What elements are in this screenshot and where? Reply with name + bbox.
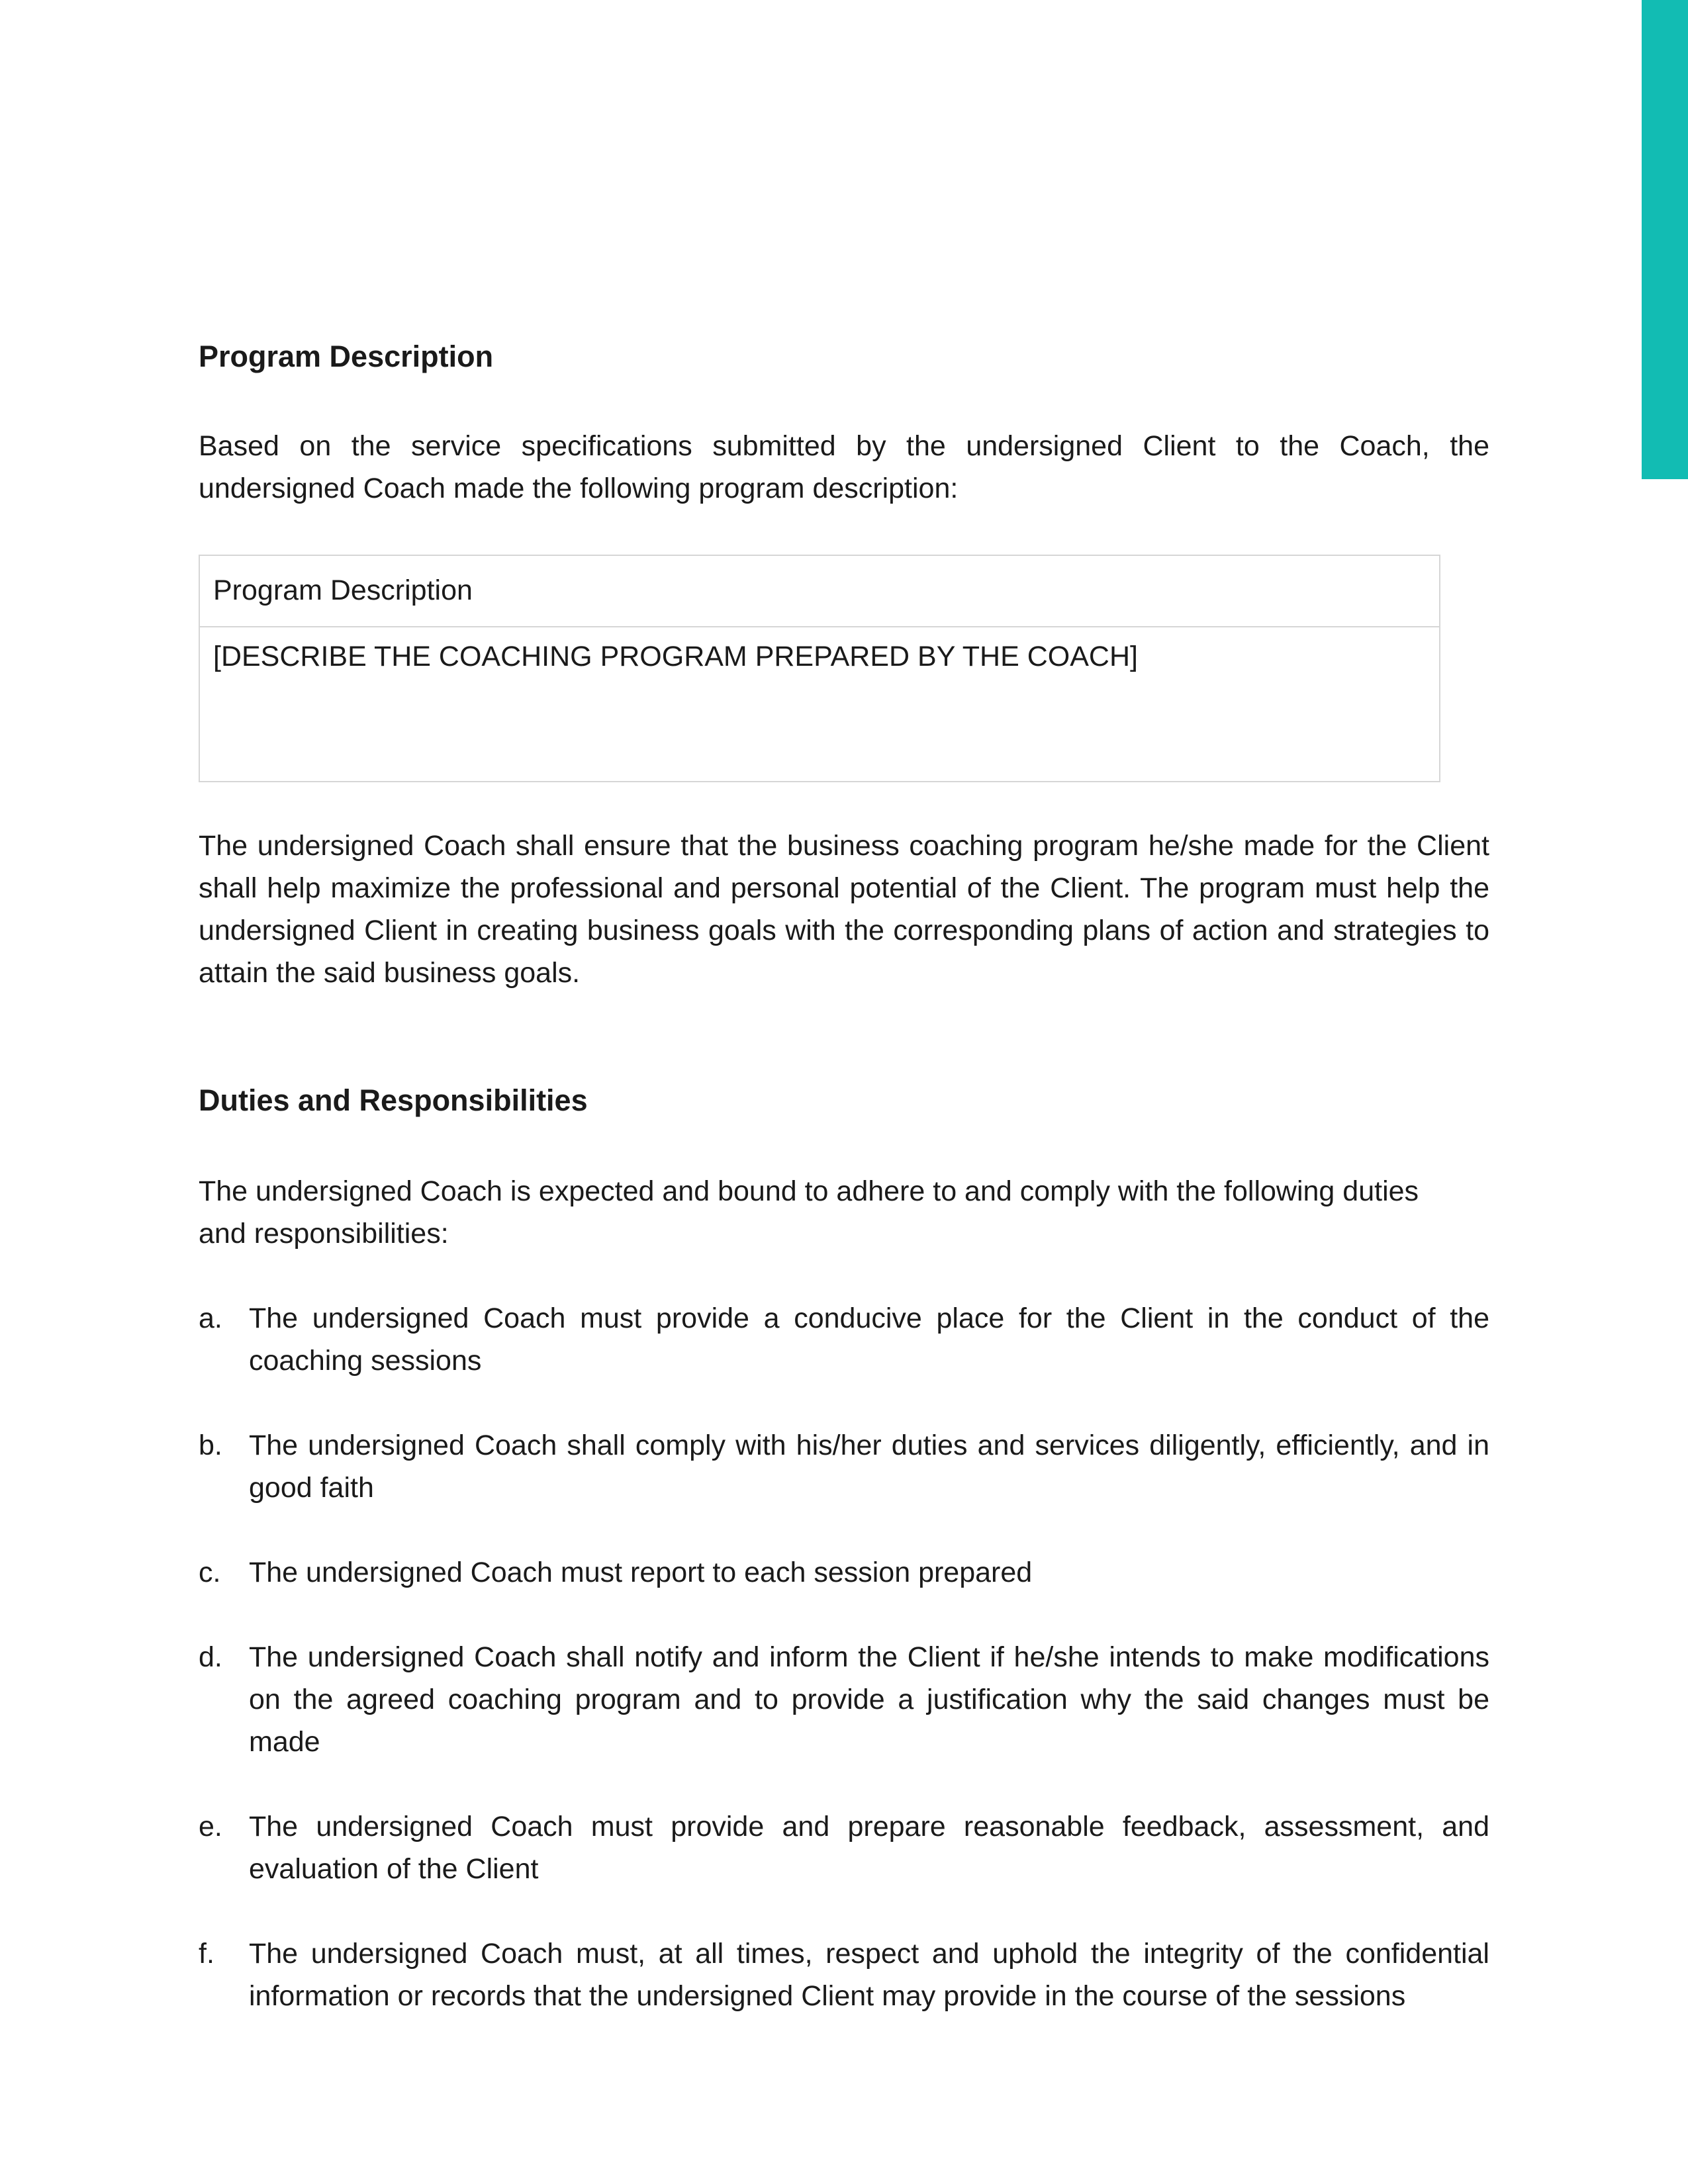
list-item [199, 1424, 1489, 1509]
list-item-text: The undersigned Coach must, at all times, respect and uphold the integrity of the confidential information or records that the undersigned Client may provide in the course of the sessions [249, 1938, 1489, 2012]
program-description-closing: The undersigned Coach shall ensure that the business coaching program he/she made for the Client shall help maximize the professional and personal potential of the Client. The program must help the undersigned Client in creating business goals with the corresponding plans of action and strategies to attain the said business goals. [199, 830, 1489, 989]
list-item [199, 1933, 1489, 2017]
list-item-text: The undersigned Coach shall comply with his/her duties and services diligently, efficiently, and in good faith [249, 1430, 1489, 1504]
duties-intro: The undersigned Coach is expected and bound to adhere to and comply with the following duties and responsibilities: [199, 1175, 1419, 1250]
list-item-text: The undersigned Coach must report to each session prepared [249, 1557, 1033, 1588]
table-body-cell: [DESCRIBE THE COACHING PROGRAM PREPARED BY THE COACH] [213, 641, 1138, 672]
list-item [199, 1551, 1489, 1594]
table-header-cell: Program Description [200, 556, 1439, 627]
list-marker: e. [199, 1811, 222, 1843]
list-item-text: The undersigned Coach shall notify and inform the Client if he/she intends to make modifications on the agreed coaching program and to provide a justification why the said changes must be made [249, 1641, 1489, 1758]
list-item [199, 1636, 1489, 1763]
list-marker: d. [199, 1641, 222, 1673]
list-item-text: The undersigned Coach must provide and prepare reasonable feedback, assessment, and evaluation of the Client [249, 1811, 1489, 1885]
program-description-heading: Program Description [199, 340, 494, 373]
list-marker: a. [199, 1302, 222, 1334]
program-description-table [199, 555, 1440, 782]
list-marker: f. [199, 1938, 214, 1970]
list-item [199, 1805, 1489, 1890]
accent-bar [1642, 0, 1688, 479]
list-marker: c. [199, 1557, 221, 1588]
duties-heading: Duties and Responsibilities [199, 1083, 588, 1117]
list-item-text: The undersigned Coach must provide a conducive place for the Client in the conduct of the coaching sessions [249, 1302, 1489, 1377]
list-marker: b. [199, 1430, 222, 1461]
duties-list [199, 1297, 1489, 2060]
program-description-intro: Based on the service specifications submitted by the undersigned Client to the Coach, the undersigned Coach made the following program description: [199, 430, 1489, 504]
list-item [199, 1297, 1489, 1382]
